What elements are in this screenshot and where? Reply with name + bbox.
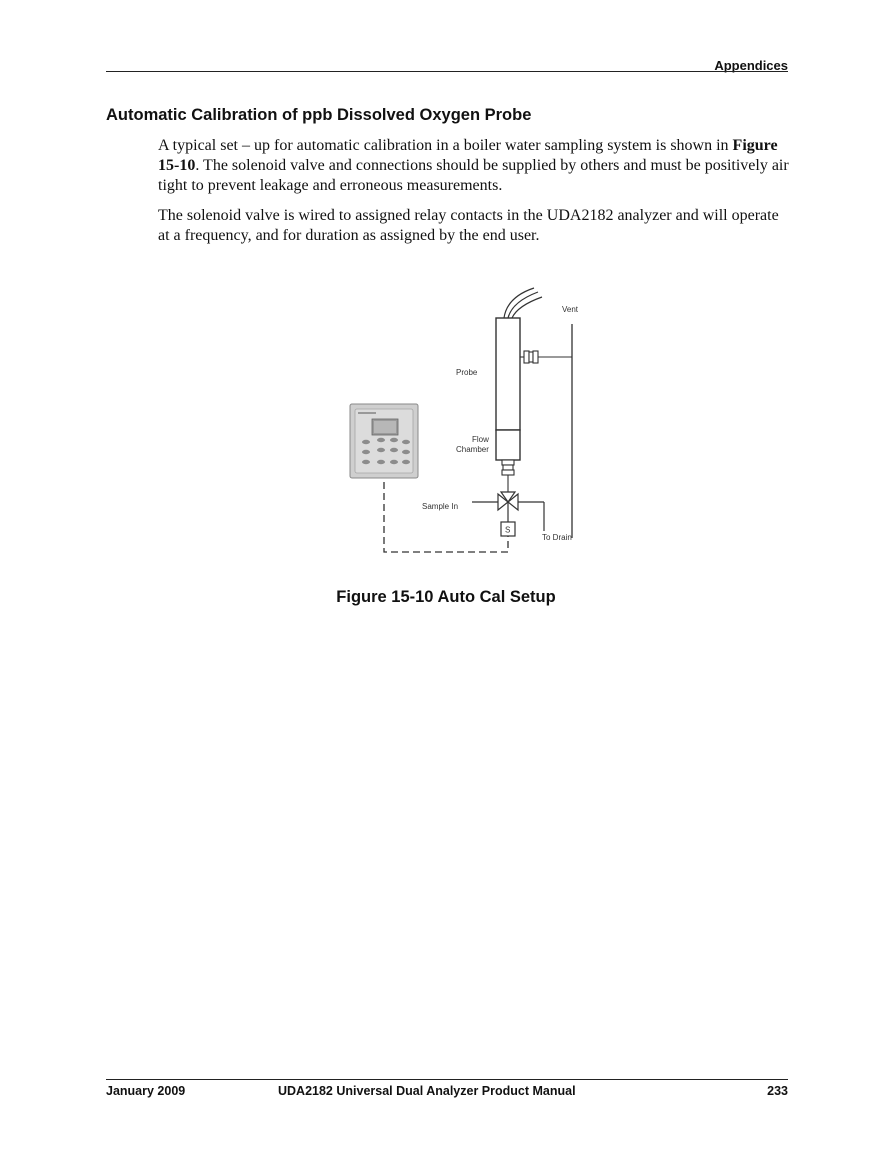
probe-label: Probe (456, 368, 478, 377)
vent-fitting-icon (520, 351, 572, 363)
paragraph-1-text-a: A typical set – up for automatic calibration in a boiler water sampling system is shown in (158, 137, 733, 154)
page-number: 233 (767, 1084, 788, 1098)
header-rule (106, 71, 788, 72)
footer-rule (106, 1079, 788, 1080)
to-drain-label: To Drain (542, 533, 572, 542)
probe-body (496, 318, 520, 430)
footer-title: UDA2182 Universal Dual Analyzer Product Manual (278, 1084, 576, 1098)
footer-date: January 2009 (106, 1084, 186, 1098)
section-title: Automatic Calibration of ppb Dissolved Oxygen Probe (106, 106, 532, 124)
vent-label: Vent (562, 305, 579, 314)
sample-in-label: Sample In (422, 502, 459, 511)
paragraph-1-text-b: . The solenoid valve and connections should be supplied by others and must be positively air tight to prevent leakage and erroneous measurements. (158, 157, 789, 194)
figure-reference: Figure 15-10 (158, 137, 778, 174)
analyzer-icon (350, 404, 418, 478)
running-header: Appendices (714, 58, 788, 73)
flow-chamber (496, 430, 520, 460)
paragraph-2: The solenoid valve is wired to assigned relay contacts in the UDA2182 analyzer and will operate at a frequency, and for duration as assigned by the end user. (158, 207, 779, 244)
chamber-label: Chamber (456, 445, 489, 454)
auto-cal-diagram (346, 276, 596, 576)
paragraph-1 (158, 136, 790, 196)
chamber-fitting-icon (502, 460, 514, 492)
auto-cal-setup-figure (346, 276, 596, 576)
probe-cable-icon (504, 288, 542, 318)
solenoid-label: S (505, 525, 511, 535)
flow-label: Flow (472, 435, 489, 444)
figure-caption: Figure 15-10 Auto Cal Setup (336, 588, 556, 606)
relay-wiring (384, 482, 511, 552)
